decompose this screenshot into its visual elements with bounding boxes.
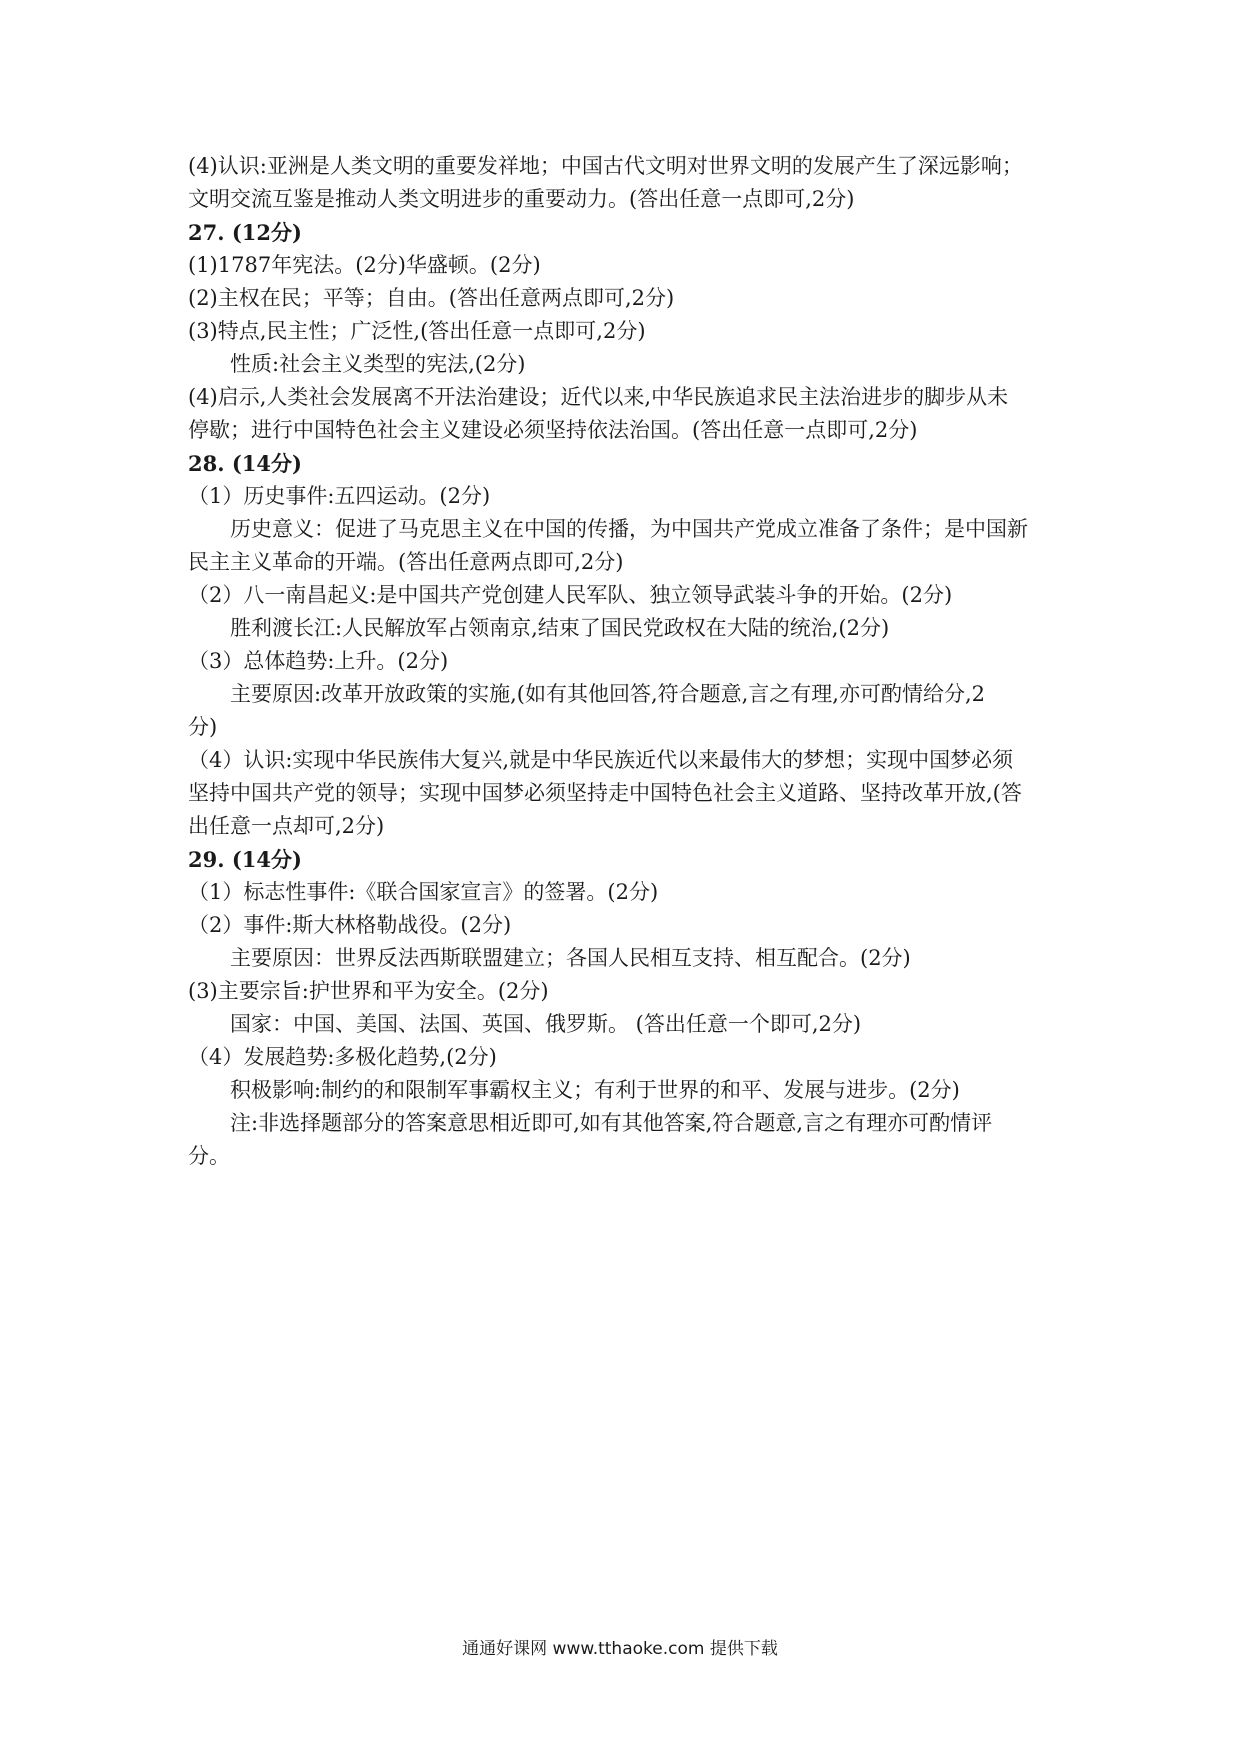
q28-part3-reason-line2: 分) — [188, 715, 218, 739]
q28-part1-significance-line1: 历史意义：促进了马克思主义在中国的传播，为中国共产党成立准备了条件；是中国新 — [230, 517, 1028, 541]
q27-part4-line1: (4)启示,人类社会发展离不开法治建设；近代以来,中华民族追求民主法治进步的脚步从未 — [188, 385, 1009, 409]
page-footer: 通通好课网 www.tthaoke.com 提供下载 — [462, 1639, 778, 1659]
q29-part4-trend: （4）发展趋势:多极化趋势,(2分) — [188, 1045, 497, 1069]
note-line2: 分。 — [188, 1144, 230, 1168]
q26-part4-line2: 文明交流互鉴是推动人类文明进步的重要动力。(答出任意一点即可,2分) — [188, 187, 855, 211]
note-line1: 注:非选择题部分的答案意思相近即可,如有其他答案,符合题意,言之有理亦可酌情评 — [230, 1111, 993, 1135]
q29-part4-impact: 积极影响:制约的和限制军事霸权主义；有利于世界的和平、发展与进步。(2分) — [230, 1078, 960, 1102]
q29-part2-event: （2）事件:斯大林格勒战役。(2分) — [188, 913, 512, 937]
q28-part1-event: （1）历史事件:五四运动。(2分) — [188, 484, 491, 508]
q26-part4-line1: (4)认识:亚洲是人类文明的重要发祥地；中国古代文明对世界文明的发展产生了深远影响； — [188, 154, 1023, 178]
q29-part2-reason: 主要原因：世界反法西斯联盟建立；各国人民相互支持、相互配合。(2分) — [230, 946, 911, 970]
q28-part3-reason-line1: 主要原因:改革开放政策的实施,(如有其他回答,符合题意,言之有理,亦可酌情给分,2 — [230, 682, 986, 706]
q28-part1-significance-line2: 民主主义革命的开端。(答出任意两点即可,2分) — [188, 550, 624, 574]
q27-part3-nature: 性质:社会主义类型的宪法,(2分) — [230, 352, 526, 376]
q27-part3-feature: (3)特点,民主性；广泛性,(答出任意一点即可,2分) — [188, 319, 646, 343]
q28-part2-yangtze: 胜利渡长江:人民解放军占领南京,结束了国民党政权在大陆的统治,(2分) — [230, 616, 890, 640]
answer-key-content — [188, 150, 1068, 1173]
q28-part3-trend: （3）总体趋势:上升。(2分) — [188, 649, 449, 673]
q28-part2-nanchang: （2）八一南昌起义:是中国共产党创建人民军队、独立领导武装斗争的开始。(2分) — [188, 583, 953, 607]
question-27-heading: 27. (12分) — [188, 220, 302, 245]
q28-part4-line1: （4）认识:实现中华民族伟大复兴,就是中华民族近代以来最伟大的梦想；实现中国梦必须 — [188, 748, 1014, 772]
question-28-heading: 28. (14分) — [188, 451, 302, 476]
q28-part4-line2: 坚持中国共产党的领导；实现中国梦必须坚持走中国特色社会主义道路、坚持改革开放,(答 — [188, 781, 1022, 805]
q29-part1: （1）标志性事件:《联合国家宣言》的签署。(2分) — [188, 880, 659, 904]
q29-part3-countries: 国家：中国、美国、法国、英国、俄罗斯。 (答出任意一个即可,2分) — [230, 1012, 862, 1036]
q27-part2: (2)主权在民；平等；自由。(答出任意两点即可,2分) — [188, 286, 675, 310]
q28-part4-line3: 出任意一点却可,2分) — [188, 814, 385, 838]
q27-part1: (1)1787年宪法。(2分)华盛顿。(2分) — [188, 253, 541, 277]
q27-part4-line2: 停歇；进行中国特色社会主义建设必须坚持依法治国。(答出任意一点即可,2分) — [188, 418, 918, 442]
question-29-heading: 29. (14分) — [188, 847, 302, 872]
q29-part3-purpose: (3)主要宗旨:护世界和平为安全。(2分) — [188, 979, 549, 1003]
